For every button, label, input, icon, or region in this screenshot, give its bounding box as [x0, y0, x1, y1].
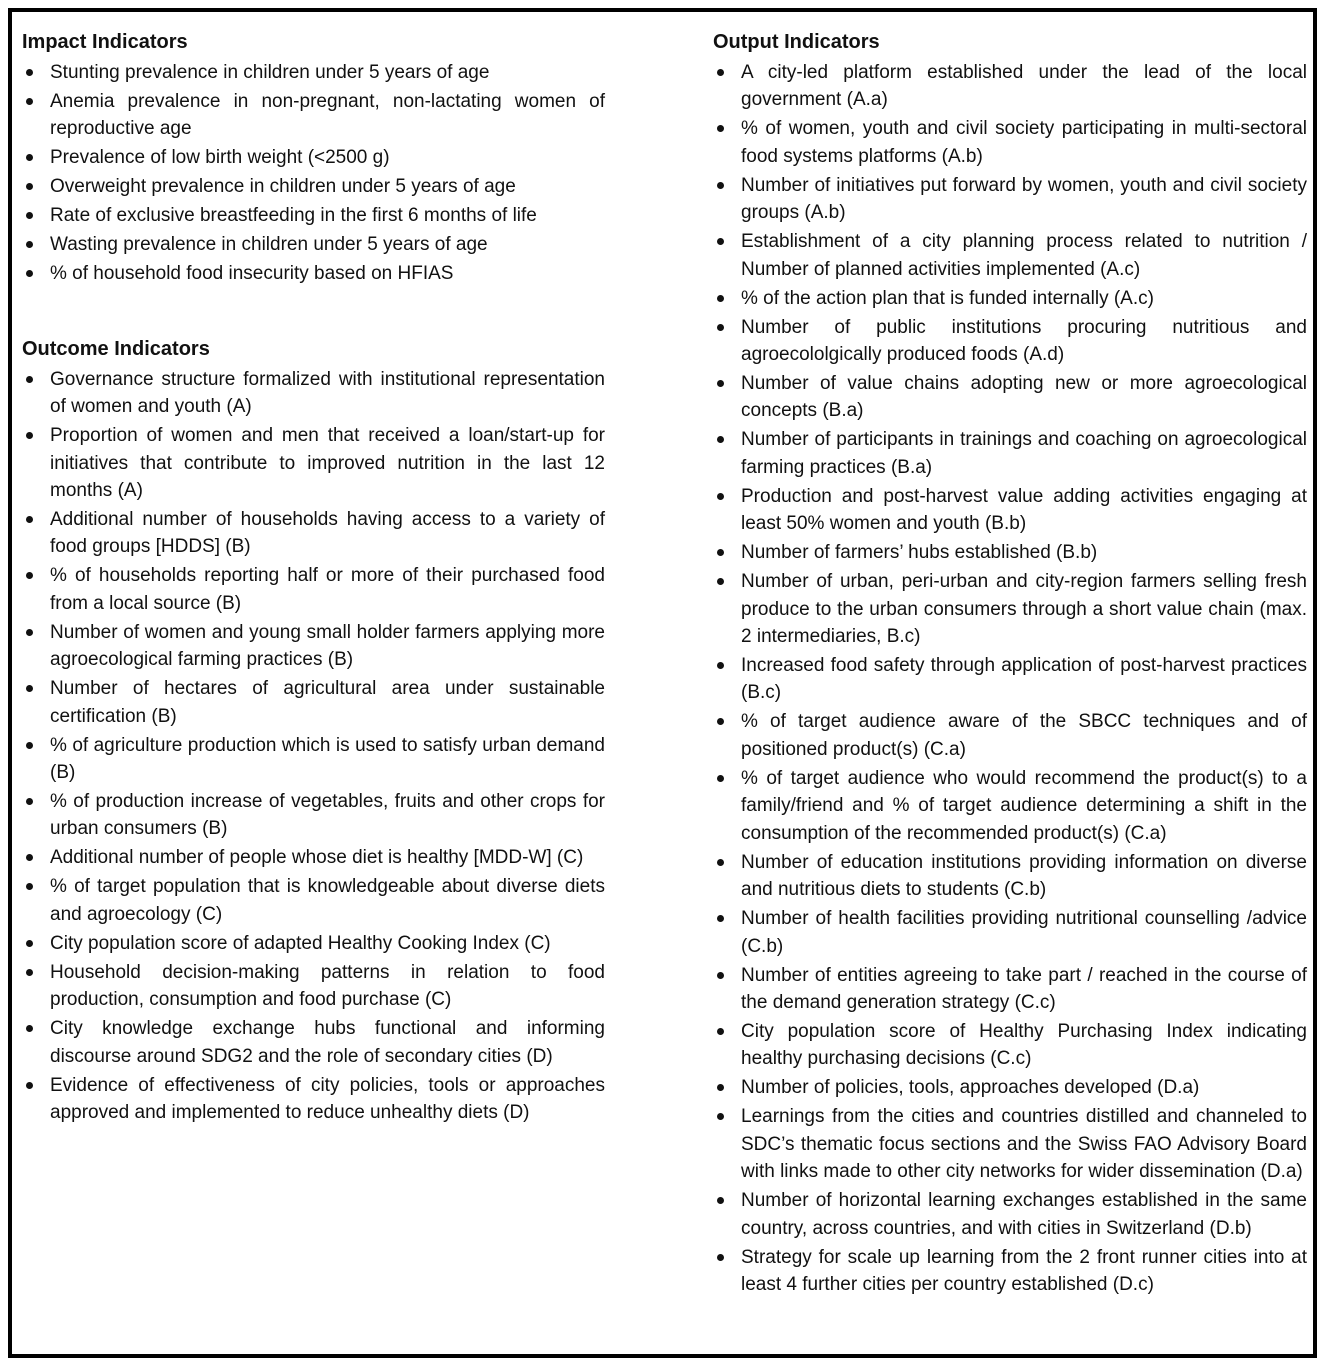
list-item: Overweight prevalence in children under 5 years of age	[22, 173, 605, 200]
list-item: Number of value chains adopting new or more agroecological concepts (B.a)	[713, 370, 1307, 425]
list-item: % of target population that is knowledgeable about diverse diets and agroecology (C)	[22, 873, 605, 928]
list-item: Number of horizontal learning exchanges established in the same country, across countries, and with cities in Switzerland (D.b)	[713, 1187, 1307, 1242]
right-column	[713, 28, 1307, 1300]
outcome-indicators-heading: Outcome Indicators	[22, 337, 210, 360]
list-item: Additional number of households having access to a variety of food groups [HDDS] (B)	[22, 506, 605, 561]
list-item: Number of education institutions providing information on diverse and nutritious diets to students (C.b)	[713, 849, 1307, 904]
list-item: Proportion of women and men that received a loan/start-up for initiatives that contribute to improved nutrition in the last 12 months (A)	[22, 422, 605, 504]
list-item: Number of women and young small holder farmers applying more agroecological farming practices (B)	[22, 619, 605, 674]
list-item: Prevalence of low birth weight (<2500 g)	[22, 144, 605, 171]
list-item: Number of public institutions procuring nutritious and agroecololgically produced foods (A.d)	[713, 314, 1307, 369]
list-item: Number of initiatives put forward by women, youth and civil society groups (A.b)	[713, 172, 1307, 227]
list-item: % of households reporting half or more of their purchased food from a local source (B)	[22, 562, 605, 617]
list-item: Number of urban, peri-urban and city-region farmers selling fresh produce to the urban consumers through a short value chain (max. 2 intermediaries, B.c)	[713, 568, 1307, 650]
list-item: Governance structure formalized with institutional representation of women and youth (A)	[22, 366, 605, 421]
list-item: % of production increase of vegetables, fruits and other crops for urban consumers (B)	[22, 788, 605, 843]
output-indicators-list	[713, 59, 1307, 1298]
impact-indicators-heading: Impact Indicators	[22, 31, 188, 53]
list-item: Number of farmers’ hubs established (B.b)	[713, 539, 1307, 566]
list-item: Number of participants in trainings and coaching on agroecological farming practices (B.a)	[713, 426, 1307, 481]
list-item: Number of hectares of agricultural area under sustainable certification (B)	[22, 675, 605, 730]
list-item: Anemia prevalence in non-pregnant, non-lactating women of reproductive age	[22, 88, 605, 143]
list-item: Learnings from the cities and countries distilled and channeled to SDC’s thematic focus sections and the Swiss FAO Advisory Board with links made to other city networks for wider dissemination (D.a)	[713, 1103, 1307, 1185]
list-item: % of household food insecurity based on HFIAS	[22, 260, 605, 287]
indicators-table	[8, 8, 1317, 1358]
list-item: Number of entities agreeing to take part / reached in the course of the demand generation strategy (C.c)	[713, 962, 1307, 1017]
list-item: Wasting prevalence in children under 5 years of age	[22, 231, 605, 258]
list-item: Number of health facilities providing nutritional counselling /advice (C.b)	[713, 905, 1307, 960]
list-item: % of agriculture production which is used to satisfy urban demand (B)	[22, 732, 605, 787]
list-item: % of target audience aware of the SBCC techniques and of positioned product(s) (C.a)	[713, 708, 1307, 763]
output-indicators-heading: Output Indicators	[713, 31, 880, 53]
list-item: % of women, youth and civil society participating in multi-sectoral food systems platforms (A.b)	[713, 115, 1307, 170]
list-item: Increased food safety through application of post-harvest practices (B.c)	[713, 652, 1307, 707]
list-item: Additional number of people whose diet is healthy [MDD-W] (C)	[22, 844, 605, 871]
list-item: Evidence of effectiveness of city policies, tools or approaches approved and implemented to reduce unhealthy diets (D)	[22, 1072, 605, 1127]
list-item: City knowledge exchange hubs functional and informing discourse around SDG2 and the role of secondary cities (D)	[22, 1015, 605, 1070]
list-item: Production and post-harvest value adding activities engaging at least 50% women and youth (B.b)	[713, 483, 1307, 538]
list-item: Rate of exclusive breastfeeding in the first 6 months of life	[22, 202, 605, 229]
list-item: % of target audience who would recommend the product(s) to a family/friend and % of target audience determining a shift in the consumption of the recommended product(s) (C.a)	[713, 765, 1307, 847]
list-item: A city-led platform established under the lead of the local government (A.a)	[713, 59, 1307, 114]
list-item: City population score of Healthy Purchasing Index indicating healthy purchasing decisions (C.c)	[713, 1018, 1307, 1073]
left-column	[22, 28, 605, 1128]
list-item: Number of policies, tools, approaches developed (D.a)	[713, 1074, 1307, 1101]
list-item: City population score of adapted Healthy Cooking Index (C)	[22, 930, 605, 957]
list-item: Stunting prevalence in children under 5 years of age	[22, 59, 605, 86]
list-item: Establishment of a city planning process related to nutrition / Number of planned activities implemented (A.c)	[713, 228, 1307, 283]
list-item: Strategy for scale up learning from the 2 front runner cities into at least 4 further cities per country established (D.c)	[713, 1244, 1307, 1299]
list-item: Household decision-making patterns in relation to food production, consumption and food purchase (C)	[22, 959, 605, 1014]
outcome-indicators-list	[22, 366, 605, 1127]
impact-indicators-list	[22, 59, 605, 288]
list-item: % of the action plan that is funded internally (A.c)	[713, 285, 1307, 312]
